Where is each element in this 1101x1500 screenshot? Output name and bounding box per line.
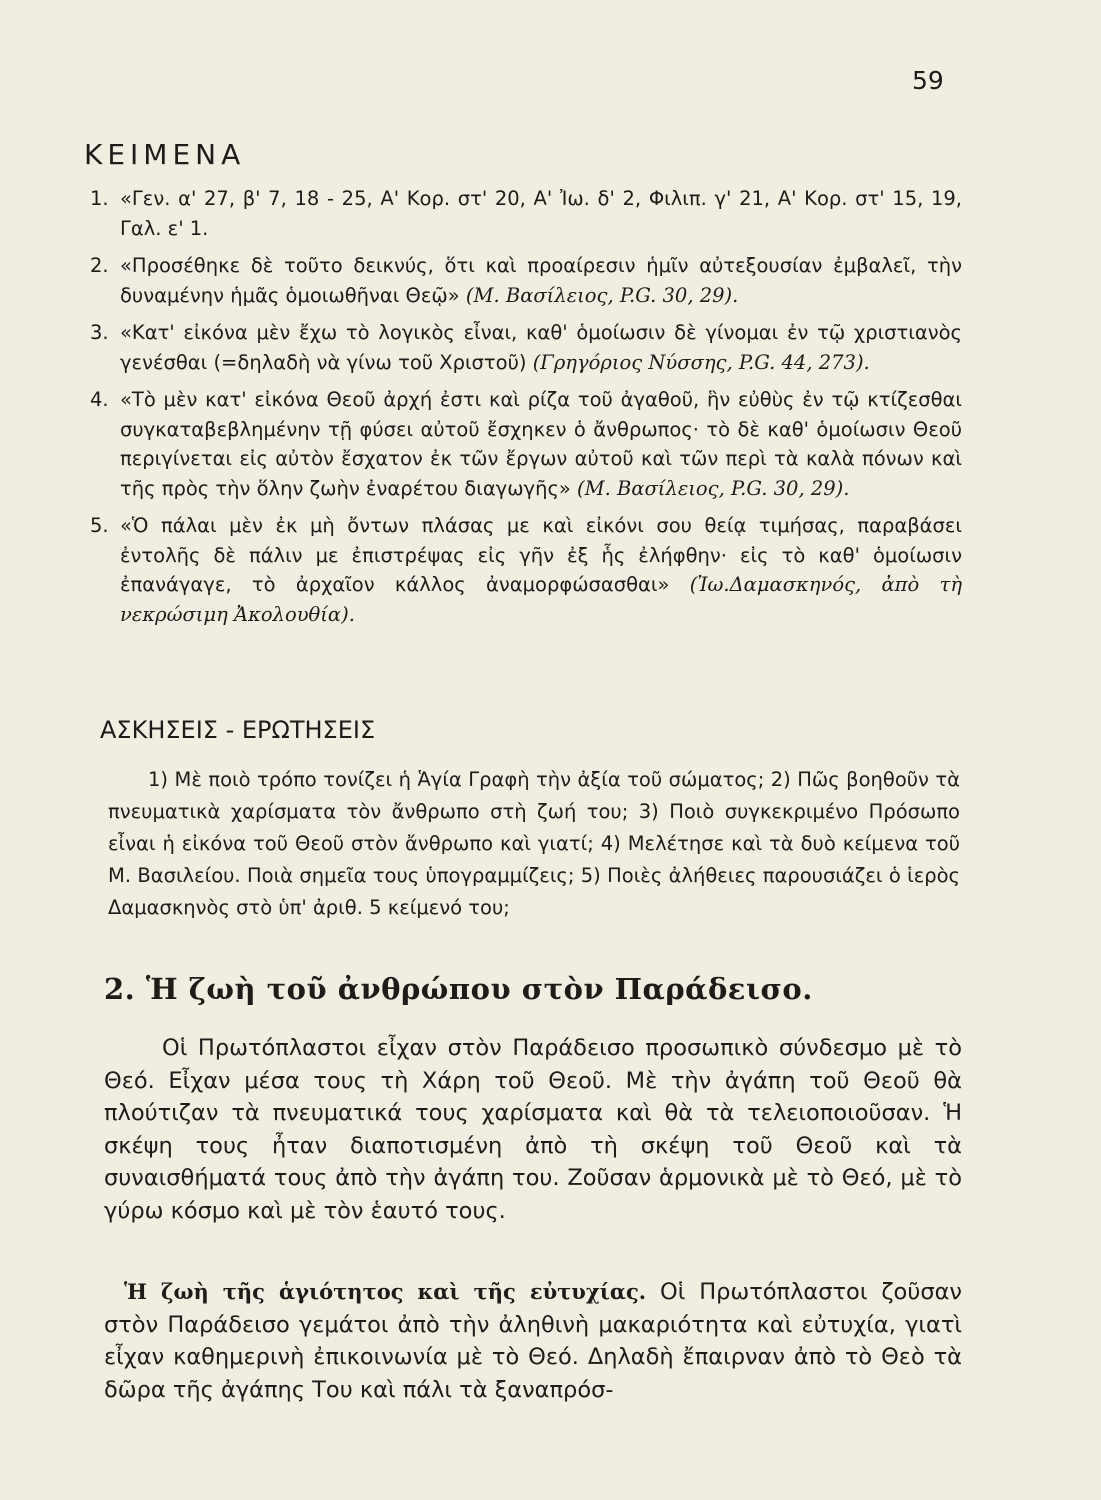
- reference-text: «Τὸ μὲν κατ' εἰκόνα Θεοῦ ἀρχή ἐστι καὶ ρίζα τοῦ ἀγαθοῦ, ἣν εὐθὺς ἐν τῷ κτίζεσθαι συγκαταβεβλημένην τῇ φύσει αὐτοῦ ἔσχηκεν ὁ ἄνθρωπος· τὸ δὲ καθ' ὁμοίωσιν Θεοῦ περιγίνεται εἰς αὐτὸν ἔσχατον ἐκ τῶν ἔργων αὐτοῦ καὶ τῶν περὶ τὰ καλὰ πόνων καὶ τῆς πρὸς τὴν ὅλην ζωὴν ἐναρέτου διαγωγῆς»: [120, 388, 962, 500]
- paragraph-text: Οἱ Πρωτόπλαστοι εἶχαν στὸν Παράδεισο προσωπικὸ σύνδεσμο μὲ τὸ Θεό. Εἶχαν μέσα τους τὴ Χάρη τοῦ Θεοῦ. Μὲ τὴν ἀγάπη τοῦ Θεοῦ θὰ πλούτιζαν τὰ πνευματικά τους χαρίσματα καὶ θὰ τὰ τελειοποιοῦσαν. Ἡ σκέψη τους ἦταν διαποτισμένη ἀπὸ τὴ σκέψη τοῦ Θεοῦ καὶ τὰ συναισθήματά τους ἀπὸ τὴν ἀγάπη του. Ζοῦσαν ἁρμονικὰ μὲ τὸ Θεό, μὲ τὸ γύρω κόσμο καὶ μὲ τὸν ἑαυτό τους.: [104, 1035, 962, 1224]
- section-title: 2. Ἡ ζωὴ τοῦ ἀνθρώπου στὸν Παράδεισο.: [104, 972, 813, 1006]
- page-number: 59: [912, 66, 944, 95]
- reference-item: [90, 251, 962, 310]
- reference-list: [90, 184, 962, 637]
- reference-citation: (Γρηγόριος Νύσσης, P.G. 44, 273).: [532, 350, 870, 374]
- paragraph-text: Οἱ Πρωτόπλαστοι ζοῦσαν στὸν Παράδεισο γεμάτοι ἀπὸ τὴν ἀληθινὴ μακαριότητα καὶ εὐτυχία, γιατὶ εἶχαν καθημερινὴ ἐπικοινωνία μὲ τὸ Θεό. Δηλαδὴ ἔπαιρναν ἀπὸ τὸ Θεὸ τὰ δῶρα τῆς ἀγάπης Του καὶ πάλι τὰ ξαναπρόσ-: [104, 1279, 962, 1403]
- reference-item: [90, 318, 962, 377]
- reference-text: «Κατ' εἰκόνα μὲν ἔχω τὸ λογικὸς εἶναι, καθ' ὁμοίωσιν δὲ γίνομαι ἐν τῷ χριστιανὸς γενέσθαι (=δηλαδὴ νὰ γίνω τοῦ Χριστοῦ): [120, 321, 962, 374]
- body-paragraph: [104, 1032, 962, 1227]
- questions-paragraph: 1) Μὲ ποιὸ τρόπο τονίζει ἡ Ἁγία Γραφὴ τὴν ἀξία τοῦ σώματος; 2) Πῶς βοηθοῦν τὰ πνευματικὰ χαρίσματα τὸν ἄνθρωπο στὴ ζωή του; 3) Ποιὸ συγκεκριμένο Πρόσωπο εἶναι ἡ εἰκόνα τοῦ Θεοῦ στὸν ἄνθρωπο καὶ γιατί; 4) Μελέτησε καὶ τὰ δυὸ κείμενα τοῦ Μ. Βασιλείου. Ποιὰ σημεῖα τους ὑπογραμμίζεις; 5) Ποιὲς ἀλήθειες παρουσιάζει ὁ ἱερὸς Δαμασκηνὸς στὸ ὑπ' ἀριθ. 5 κείμενό του;: [108, 768, 960, 919]
- reference-citation: (Μ. Βασίλειος, P.G. 30, 29).: [465, 283, 739, 307]
- reference-number: 4.: [90, 388, 109, 411]
- body-paragraph: [104, 1276, 962, 1406]
- reference-citation: (Μ. Βασίλειος, P.G. 30, 29).: [577, 476, 850, 500]
- reference-number: 2.: [90, 254, 109, 277]
- reference-text: «Ὁ πάλαι μὲν ἐκ μὴ ὄντων πλάσας με καὶ εἰκόνι σου θείᾳ τιμήσας, παραβάσει ἐντολῆς δὲ πάλιν με ἐπιστρέψας εἰς γῆν ἐξ ἧς ἐλήφθην· εἰς τὸ καθ' ὁμοίωσιν ἐπανάγαγε, τὸ ἀρχαῖον κάλλος ἀναμορφώσασθαι»: [120, 514, 962, 596]
- run-in-heading: Ἡ ζωὴ τῆς ἁγιότητος καὶ τῆς εὐτυχίας.: [124, 1279, 647, 1304]
- texts-heading: ΚΕΙΜΕΝΑ: [84, 138, 246, 171]
- reference-item: [90, 385, 962, 503]
- exercises-heading: ΑΣΚΗΣΕΙΣ - ΕΡΩΤΗΣΕΙΣ: [100, 716, 376, 744]
- reference-item: [90, 511, 962, 629]
- reference-number: 3.: [90, 321, 109, 344]
- reference-number: 1.: [90, 187, 109, 210]
- reference-citation: (Ἰω.Δαμασκηνός, ἀπὸ τὴ νεκρώσιμη Ἀκολουθία).: [120, 573, 962, 626]
- reference-item: [90, 184, 962, 243]
- reference-text: «Γεν. α' 27, β' 7, 18 - 25, Α' Κορ. στ' 20, Α' Ἰω. δ' 2, Φιλιπ. γ' 21, Α' Κορ. στ' 15, 19, Γαλ. ε' 1.: [120, 187, 962, 240]
- reference-number: 5.: [90, 514, 109, 537]
- reference-text: «Προσέθηκε δὲ τοῦτο δεικνύς, ὅτι καὶ προαίρεσιν ἡμῖν αὐτεξουσίαν ἐμβαλεῖ, τὴν δυναμένην ἡμᾶς ὁμοιωθῆναι Θεῷ»: [120, 254, 962, 307]
